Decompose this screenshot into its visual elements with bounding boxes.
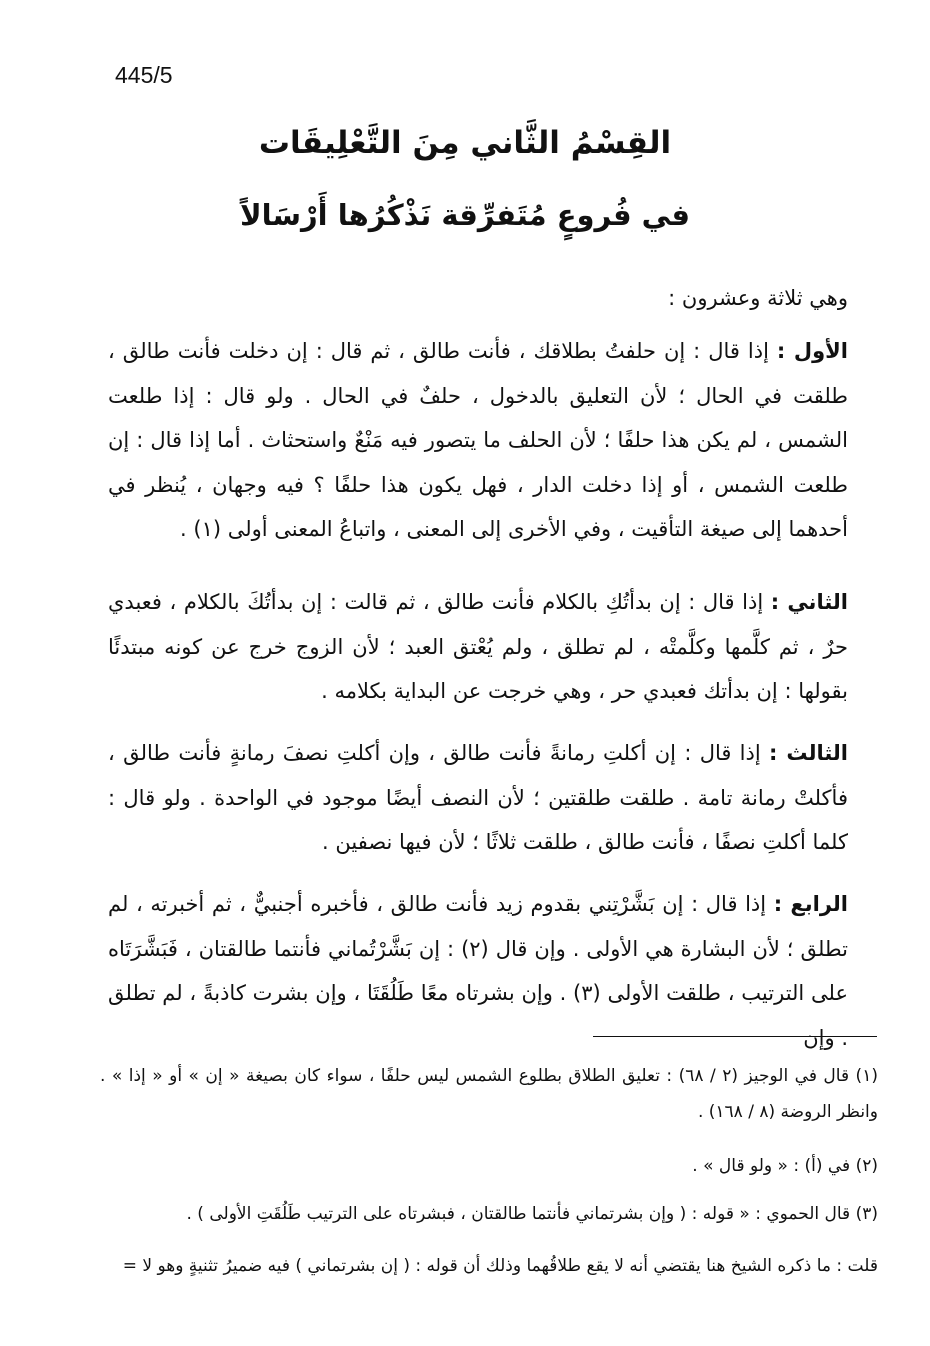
paragraph-first xyxy=(108,329,848,552)
footnote-text: قلت : ما ذكره الشيخ هنا يقتضي أنه لا يقع طلاقُهما وذلك أن قوله : ( إن بشرتماني ) فيه ضميرُ تثنيةٍ وهو لا xyxy=(142,1256,878,1276)
intro-text: وهي ثلاثة وعشرون : xyxy=(668,286,848,310)
paragraph-term: الرابع : xyxy=(773,892,848,916)
footnote-2: (٢) في (أ) : « ولو قال » . xyxy=(692,1156,878,1176)
section-title: القِسْمُ الثَّاني مِنَ التَّعْلِيقَات xyxy=(258,125,672,161)
paragraph-body: إذا قال : إن أكلتِ رمانةً فأنت طالق ، وإن أكلتِ نصفَ رمانةٍ فأنت طالق ، فأكلتْ رمانة تامة . طلقت طلقتين ؛ لأن النصف أيضًا موجود في الواحدة . ولو قال : كلما أكلتِ نصفًا ، فأنت طالق ، طلقت ثلاثًا ؛ لأن فيها نصفين . xyxy=(108,741,848,854)
continuation-mark: = xyxy=(122,1256,137,1276)
paragraph-term: الثالث : xyxy=(769,741,849,765)
footnote-1: (١) قال في الوجيز (٢ / ٦٨) : تعليق الطلاق بطلوع الشمس ليس حلفًا ، سواء كان بصيغة « إن » أو « إذا » . وانظر الروضة (٨ / ١٦٨) . xyxy=(100,1066,878,1122)
page-number: 445/5 xyxy=(115,62,173,88)
footnote-3: (٣) قال الحموي : « قوله : ( وإن بشرتماني فأنتما طالقتان ، فبشرتاه على الترتيب طَلُقَتِ الأولى ) . xyxy=(186,1204,878,1224)
paragraph-term: الأول : xyxy=(776,339,848,363)
footnote-divider xyxy=(593,1036,877,1037)
paragraph-third xyxy=(108,731,848,865)
paragraph-body: إذا قال : إن بَشَّرْتِني بقدوم زيد فأنت طالق ، فأخبره أجنبيٌّ ، ثم أخبرته ، لم تطلق ؛ لأن البشارة هي الأولى . وإن قال (٢) : إن بَشَّرْتُماني فأنتما طالقتان ، فَبَشَّرَتَاه على الترتيب ، طلقت الأولى (٣) . وإن بشرتاه معًا طَلُقَتَا ، وإن بشرت كاذبةً ، لم تطلق . وإن xyxy=(108,892,849,1050)
paragraph-body: إذا قال : إن بدأتُكِ بالكلام فأنت طالق ، ثم قالت : إن بدأتُكَ بالكلام ، فعبدي حرٌ ، ثم كلَّمها وكلَّمتْه ، لم تطلق ، ولم يُعْتق العبد ؛ لأن الزوج خرج عن كونه مبتدئًا بقولها : إن بدأتك فعبدي حر ، وهي خرجت عن البداية بكلامه . xyxy=(108,590,848,703)
paragraph-fourth xyxy=(108,882,848,1060)
footnote-3-continued xyxy=(80,1248,878,1284)
section-subtitle: في فُروعٍ مُتَفرِّقة نَذْكُرُها أَرْسَالاً xyxy=(239,198,691,232)
paragraph-second xyxy=(108,580,848,714)
paragraph-term: الثاني : xyxy=(770,590,848,614)
paragraph-body: إذا قال : إن حلفتُ بطلاقك ، فأنت طالق ، ثم قال : إن دخلت فأنت طالق ، طلقت في الحال ؛ لأن التعليق بالدخول ، حلفٌ في الحال . ولو قال : إذا طلعت الشمس ، لم يكن هذا حلفًا ؛ لأن الحلف ما يتصور فيه مَنْعٌ واستحثاث . أما إذا قال : إن طلعت الشمس ، أو إذا دخلت الدار ، فهل يكون هذا حلفًا ؟ فيه وجهان ، يُنظر في أحدهما إلى صيغة التأقيت ، وفي الأخرى إلى المعنى ، واتباعُ المعنى أولى (١) . xyxy=(108,339,848,541)
